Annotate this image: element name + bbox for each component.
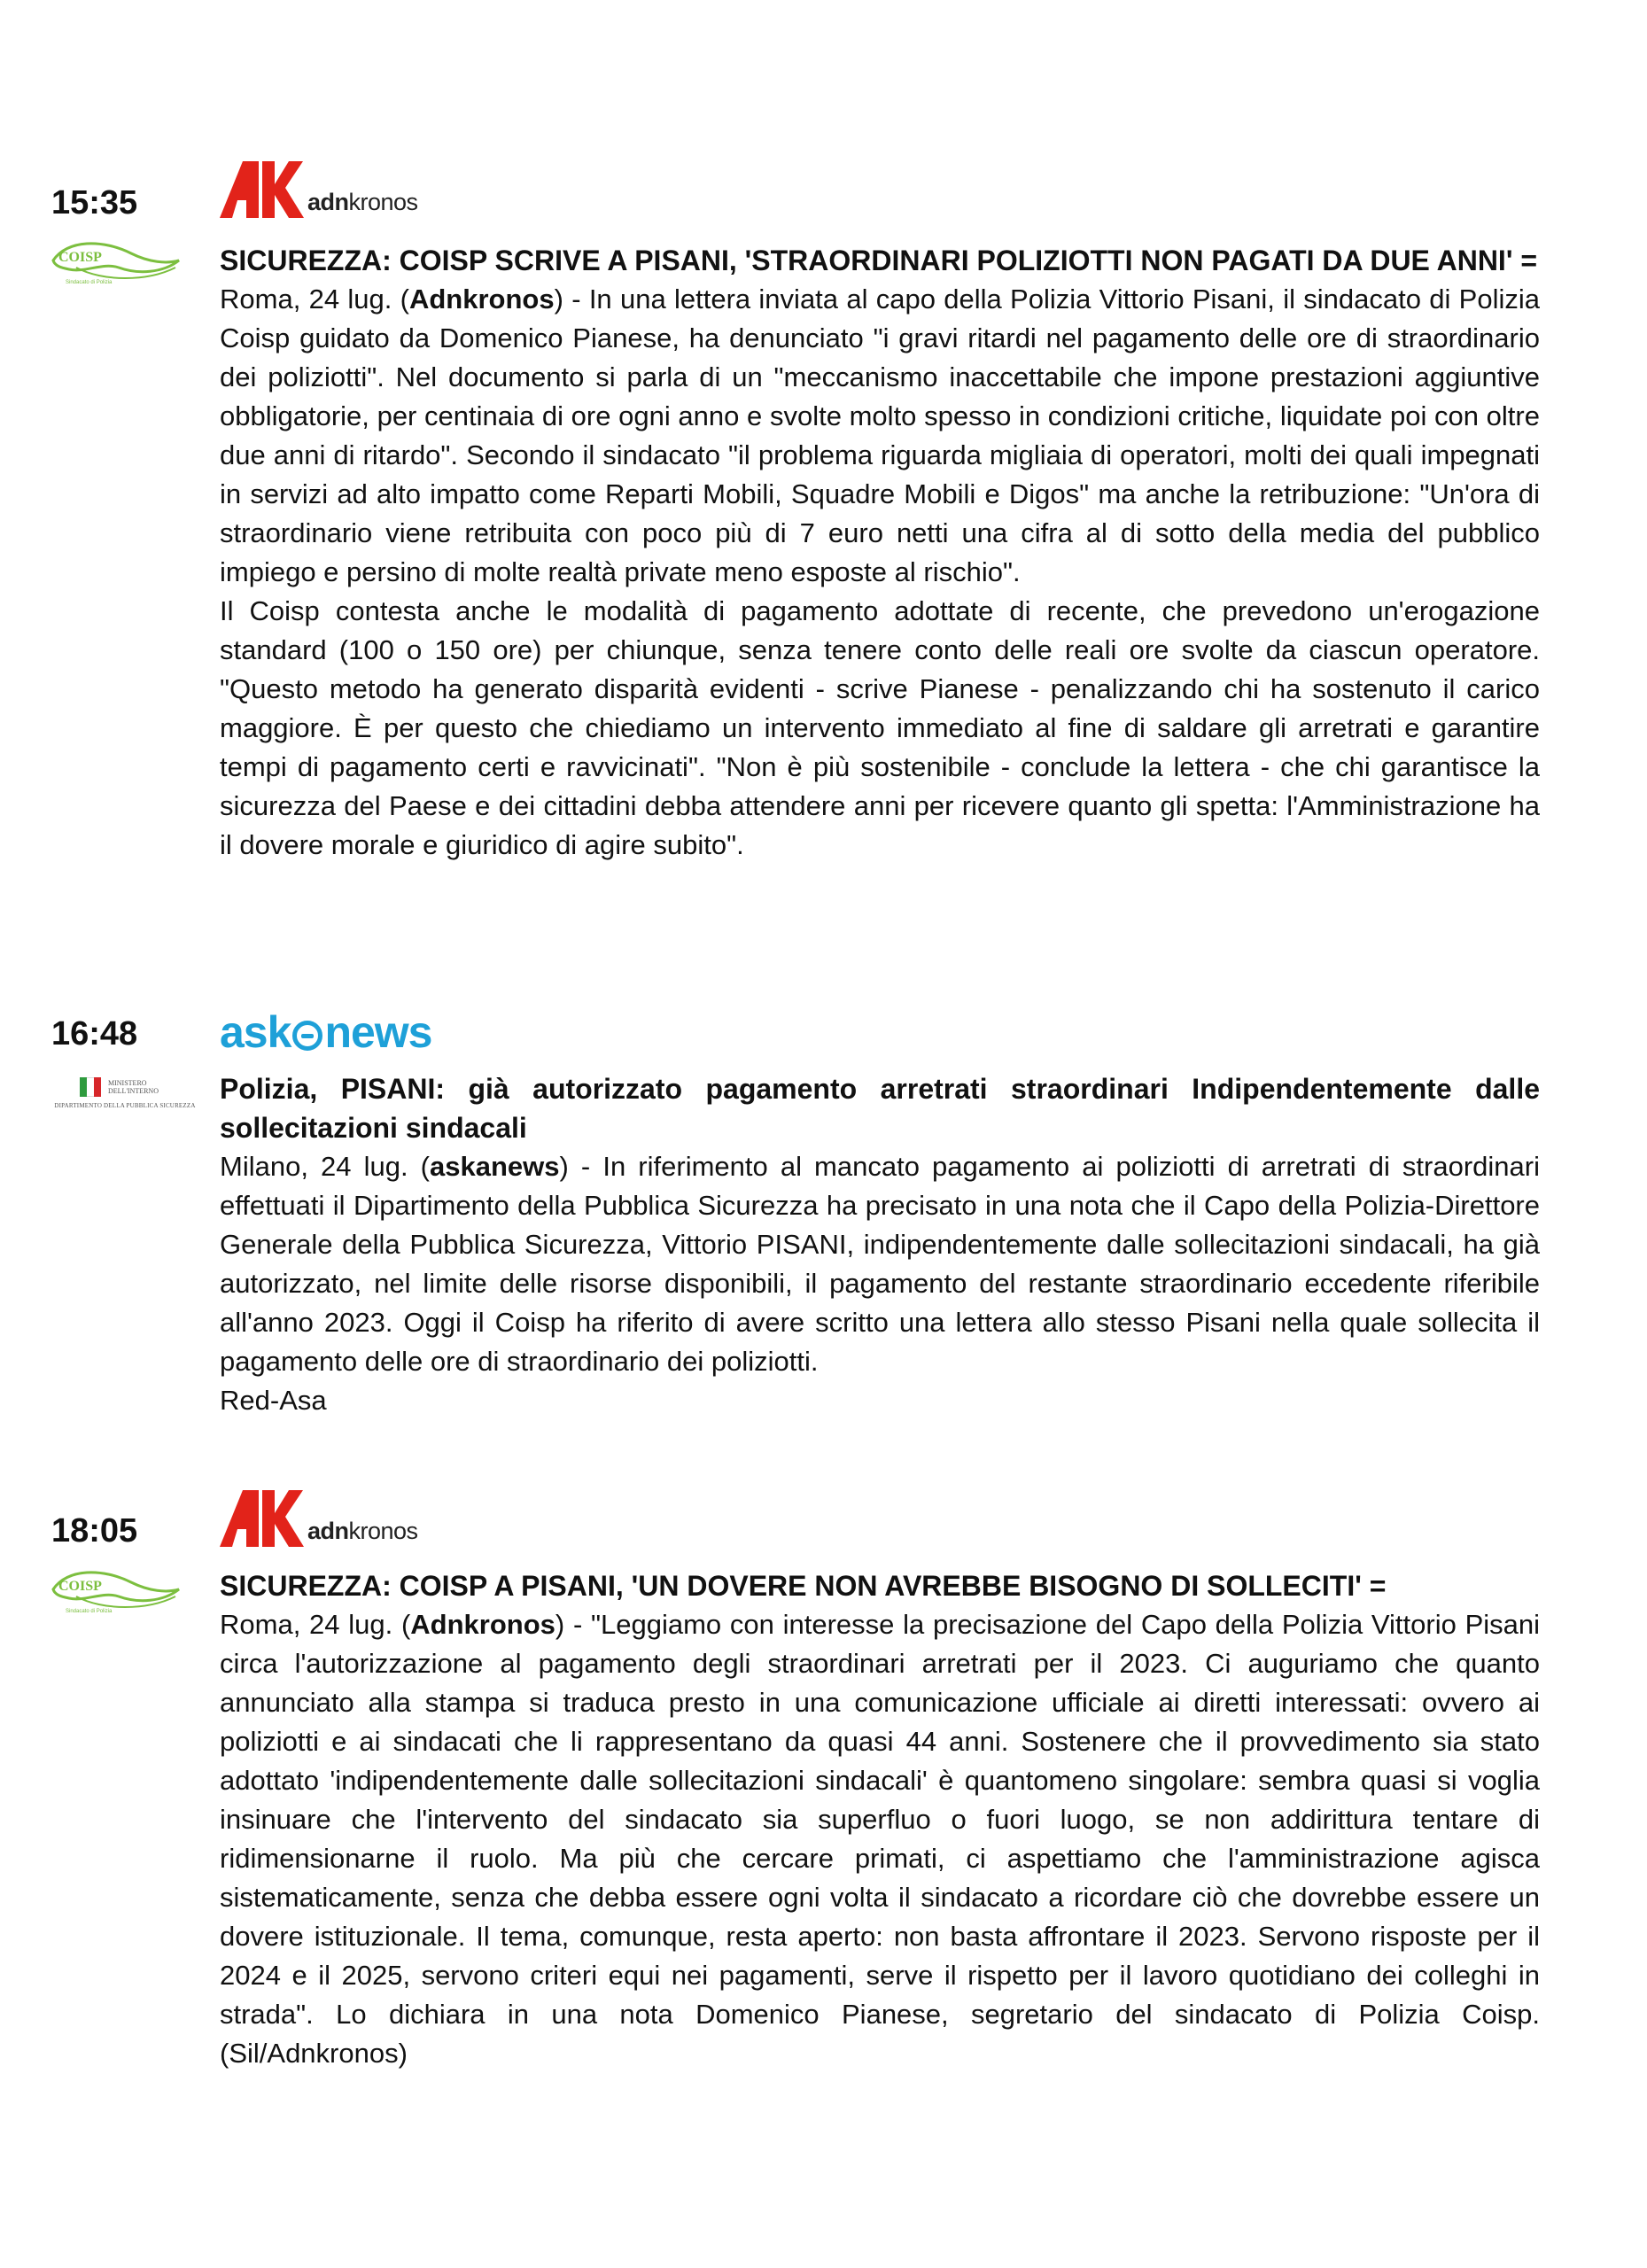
news-content [220,241,1540,865]
news-time: 15:35 [51,184,138,221]
news-source: askanews [430,1151,560,1182]
adnkronos-wordmark: adnkronos [307,1518,418,1544]
ministero-label: MINISTERO DELL'INTERNO [108,1079,159,1095]
coisp-logo [50,1566,183,1620]
news-paragraph: Milano, 24 lug. (askanews) - In riferimento al mancato pagamento ai poliziotti di arretrati di straordinari effettuati il Dipartimento della Pubblica Sicurezza ha precisato in una nota che il Capo della Polizia-Direttore Generale della Pubblica Sicurezza, Vittorio PISANI, indipendentemente dalle sollecitazioni sindacali, ha già autorizzato, nel limite delle risorse disponibili, il pagamento del restante straordinario eccedente riferibile all'anno 2023. Oggi il Coisp ha riferito di avere scritto una lettera allo stesso Pisani nella quale sollecita il pagamento delle ore di straordinario dei poliziotti. [220,1151,1540,1377]
adnkronos-logo [220,1490,418,1547]
askanews-logo: ask news [220,1007,432,1057]
news-headline: SICUREZZA: COISP A PISANI, 'UN DOVERE NON AVREBBE BISOGNO DI SOLLECITI' = [220,1570,1387,1602]
adnkronos-wordmark: adnkronos [307,189,418,215]
news-content [220,1566,1540,2073]
news-paragraph: Roma, 24 lug. (Adnkronos) - In una lettera inviata al capo della Polizia Vittorio Pisani, il sindacato di Polizia Coisp guidato da Domenico Pianese, ha denunciato "i gravi ritardi nel pagamento delle ore di straordinario dei poliziotti". Nel documento si parla di un "meccanismo inaccettabile che impone prestazioni aggiuntive obbligatorie, per centinaia di ore ogni anno e svolte molto spesso in condizioni critiche, liquidate poi con oltre due anni di ritardo". Secondo il sindacato "il problema riguarda migliaia di operatori, molti dei quali impegnati in servizi ad alto impatto come Reparti Mobili, Squadre Mobili e Digos" ma anche la retribuzione: "Un'ora di straordinario viene retribuita con poco più di 7 euro netti una cifra al di sotto della media del pubblico impiego e persino di molte realtà private meno esposte al rischio". [220,284,1540,587]
news-paragraph: Red-Asa [220,1385,327,1416]
coisp-logo-subtext: Sindacato di Polizia [66,1609,113,1614]
news-headline: Polizia, PISANI: già autorizzato pagamento arretrati straordinari Indipendentemente dalle sollecitazioni sindacali [220,1073,1540,1144]
italian-flag-icon [80,1077,101,1097]
adnkronos-mark-icon [220,161,304,218]
news-time: 18:05 [51,1512,138,1550]
news-source: Adnkronos [410,1609,555,1640]
coisp-logo-text: COISP [58,1579,102,1594]
news-paragraph: Roma, 24 lug. (Adnkronos) - "Leggiamo con interesse la precisazione del Capo della Polizia Vittorio Pisani circa l'autorizzazione al pagamento degli straordinari arretrati per il 2023. Ci auguriamo che quanto annunciato alla stampa si traduca presto in una comunicazione ufficiale ai diretti interessati: ovvero ai poliziotti e ai sindacati che li rappresentano da quasi 44 anni. Sostenere che il provvedimento sia stato adottato 'indipendentemente dalle sollecitazioni sindacali' è quantomeno singolare: sembra quasi si voglia insinuare che l'intervento del sindacato sia superfluo o fuori luogo, se non addirittura tentare di ridimensionarne il ruolo. Ma più che cercare primati, ci aspettiamo che l'amministrazione agisca sistematicamente, senza che debba essere ogni volta il sindacato a ricordare ciò che dovrebbe essere un dovere istituzionale. Il tema, comunque, resta aperto: non basta affrontare il 2023. Servono risposte per il 2024 e il 2025, servono criteri equi nei pagamenti, serve il rispetto per il lavoro quotidiano dei colleghi in strada". Lo dichiara in una nota Domenico Pianese, segretario del sindacato di Polizia Coisp. (Sil/Adnkronos) [220,1609,1541,2069]
adnkronos-logo [220,161,418,218]
askanews-speech-icon [292,1021,322,1051]
news-time: 16:48 [51,1015,138,1052]
news-paragraph: Il Coisp contesta anche le modalità di pagamento adottate di recente, che prevedono un'erogazione standard (100 o 150 ore) per chiunque, senza tenere conto delle reali ore svolte da ciascun operatore. "Questo metodo ha generato disparità evidenti - scrive Pianese - penalizzando chi ha sostenuto il carico maggiore. È per questo che chiediamo un intervento immediato al fine di saldare gli arretrati e garantire tempi di pagamento certi e ravvicinati". "Non è più sostenibile - conclude la lettera - che chi garantisce la sicurezza del Paese e dei cittadini debba attendere anni per ricevere quanto gli spetta: l'Amministrazione ha il dovere morale e giuridico di agire subito". [220,595,1540,860]
news-content [220,1069,1540,1420]
dipartimento-label: DIPARTIMENTO DELLA PUBBLICA SICUREZZA [54,1102,196,1109]
coisp-logo [50,237,183,291]
ministero-interno-logo [32,1077,218,1109]
adnkronos-mark-icon [220,1490,304,1547]
news-headline: SICUREZZA: COISP SCRIVE A PISANI, 'STRAORDINARI POLIZIOTTI NON PAGATI DA DUE ANNI' = [220,245,1537,276]
news-source: Adnkronos [408,284,555,315]
coisp-logo-text: COISP [58,250,102,265]
coisp-logo-subtext: Sindacato di Polizia [66,280,113,285]
